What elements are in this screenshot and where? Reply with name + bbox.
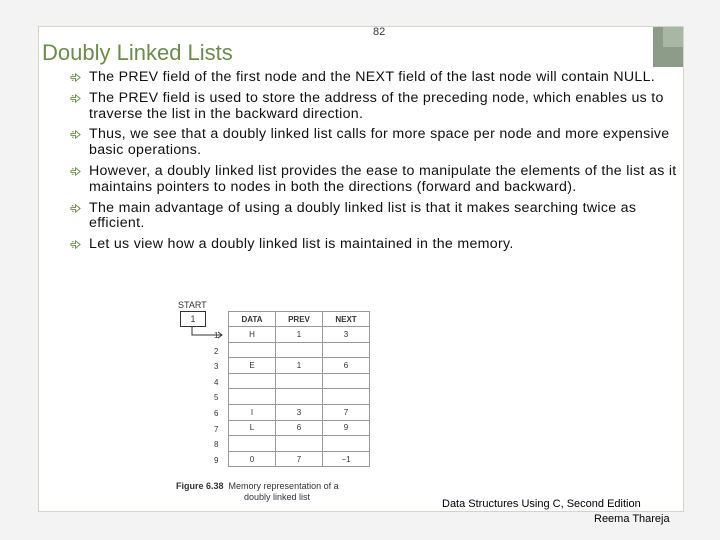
cell-prev: 1 — [276, 327, 323, 343]
caption-number: Figure 6.38 — [176, 481, 224, 491]
cell-next — [323, 389, 370, 405]
header-next: NEXT — [323, 312, 370, 327]
cell-prev: 3 — [276, 404, 323, 420]
bullet-text: Thus, we see that a doubly linked list calls for more space per node and more expensive basic operations. — [89, 126, 670, 159]
bullet-text: However, a doubly linked list provides the ease to manipulate the elements of the list as it maintains pointers to nodes in both the directions (forward and backward). — [89, 162, 677, 195]
row-index: 2 — [214, 346, 219, 356]
row-index: 7 — [214, 424, 219, 434]
row-index: 5 — [214, 393, 219, 403]
table-row — [229, 327, 370, 343]
bullet-text: The PREV field of the first node and the NEXT field of the last node will contain NULL. — [89, 69, 656, 85]
bullet-list — [70, 70, 680, 258]
table-header-row — [229, 312, 370, 327]
figure-caption — [176, 481, 339, 503]
start-arrow — [174, 298, 234, 348]
bullet-item — [70, 127, 680, 159]
start-value: 1 — [180, 311, 206, 327]
row-index: 1 — [214, 331, 219, 340]
row-index: 8 — [214, 440, 219, 450]
page-number: 82 — [373, 26, 386, 38]
row-index: 6 — [214, 409, 219, 418]
credit-title: Data Structures Using C, Second Edition — [442, 498, 641, 510]
row-index: 4 — [214, 377, 219, 387]
table-row — [229, 404, 370, 420]
corner-decoration-inner — [663, 27, 683, 47]
memory-figure — [174, 298, 374, 508]
cell-data — [229, 342, 276, 358]
table-row — [229, 389, 370, 405]
cell-next: 6 — [323, 358, 370, 374]
table-row — [229, 420, 370, 436]
table-row — [229, 451, 370, 467]
caption-line2: doubly linked list — [244, 492, 311, 502]
cell-prev: 7 — [276, 451, 323, 467]
bullet-item — [70, 70, 680, 86]
row-index: 3 — [214, 362, 219, 372]
bullet-text: Let us view how a doubly linked list is maintained in the memory. — [89, 236, 514, 253]
bullet-item — [70, 164, 680, 196]
cell-data: H — [229, 327, 276, 343]
table-row — [229, 342, 370, 358]
cell-data: L — [229, 420, 276, 436]
cell-data: E — [229, 358, 276, 374]
cell-data: 0 — [229, 451, 276, 467]
bullet-icon — [70, 166, 81, 177]
cell-next — [323, 436, 370, 452]
table-row — [229, 436, 370, 452]
row-index: 9 — [214, 455, 219, 465]
cell-data — [229, 436, 276, 452]
table-row — [229, 358, 370, 374]
cell-next — [323, 342, 370, 358]
bullet-item — [70, 91, 680, 123]
cell-prev: 6 — [276, 420, 323, 436]
cell-prev — [276, 389, 323, 405]
bullet-icon — [70, 239, 81, 250]
cell-data — [229, 389, 276, 405]
caption-line1: Memory representation of a — [228, 481, 339, 491]
bullet-icon — [70, 203, 81, 214]
cell-data — [229, 373, 276, 389]
memory-table — [228, 311, 370, 467]
cell-next: 7 — [323, 404, 370, 420]
credit-author: Reema Thareja — [594, 513, 670, 525]
cell-next: 9 — [323, 420, 370, 436]
bullet-icon — [70, 72, 81, 83]
cell-data: I — [229, 404, 276, 420]
bullet-text: The main advantage of using a doubly linked list is that it makes searching twice as efficient. — [89, 199, 637, 232]
cell-next — [323, 373, 370, 389]
bullet-text: The PREV field is used to store the address of the preceding node, which enables us to traverse the list in the backward direction. — [89, 89, 664, 122]
bullet-item — [70, 201, 680, 233]
bullet-item — [70, 237, 680, 253]
cell-prev — [276, 373, 323, 389]
cell-prev: 1 — [276, 358, 323, 374]
cell-prev — [276, 342, 323, 358]
start-label: START — [178, 300, 207, 310]
cell-next: −1 — [323, 451, 370, 467]
cell-prev — [276, 436, 323, 452]
header-data: DATA — [229, 312, 276, 327]
slide-title: Doubly Linked Lists — [42, 40, 233, 65]
bullet-icon — [70, 93, 81, 104]
header-prev: PREV — [276, 312, 323, 327]
bullet-icon — [70, 129, 81, 140]
cell-next: 3 — [323, 327, 370, 343]
table-row — [229, 373, 370, 389]
